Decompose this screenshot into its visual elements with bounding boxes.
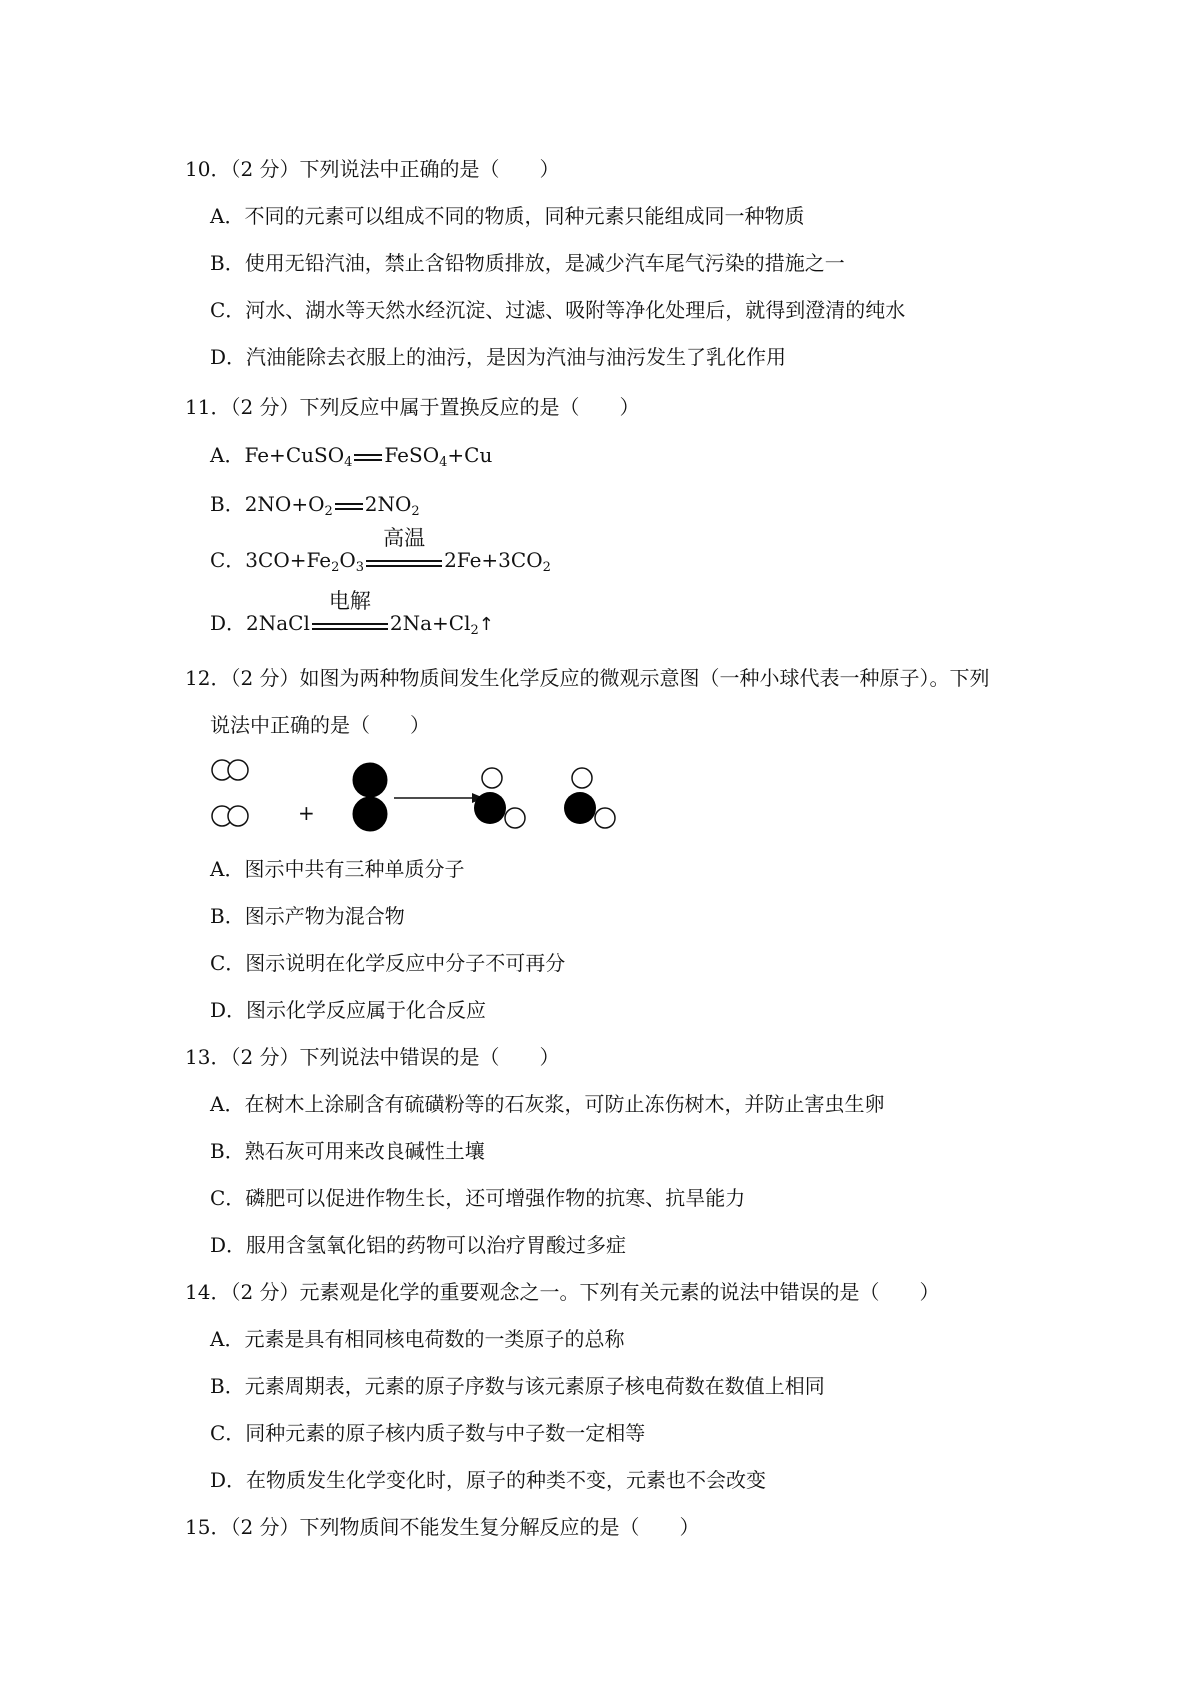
question-13-option-b[interactable]: B．熟石灰可用来改良碱性土壤 bbox=[210, 1139, 485, 1163]
equals-sign bbox=[352, 441, 384, 469]
question-10-stem: 10．（2 分）下列说法中正确的是（ ） bbox=[185, 157, 560, 181]
question-15-stem: 15．（2 分）下列物质间不能发生复分解反应的是（ ） bbox=[185, 1515, 700, 1539]
question-12-option-c[interactable]: C．图示说明在化学反应中分子不可再分 bbox=[210, 951, 566, 975]
product-molecule bbox=[564, 768, 615, 828]
plus-sign: + bbox=[298, 801, 315, 825]
question-12-option-b[interactable]: B．图示产物为混合物 bbox=[210, 904, 405, 928]
product-molecule bbox=[474, 768, 525, 828]
question-11-option-c[interactable]: C．$3CO+Fe_2O_3$ 高温 $2Fe+3CO_2$ bbox=[210, 526, 551, 575]
question-10-option-a[interactable]: A．不同的元素可以组成不同的物质，同种元素只能组成同一种物质 bbox=[210, 204, 805, 228]
reaction-arrow bbox=[394, 793, 484, 803]
question-12-option-d[interactable]: D．图示化学反应属于化合反应 bbox=[210, 998, 487, 1022]
question-14-option-a[interactable]: A．元素是具有相同核电荷数的一类原子的总称 bbox=[210, 1327, 625, 1351]
question-14-option-d[interactable]: D．在物质发生化学变化时，原子的种类不变，元素也不会改变 bbox=[210, 1468, 767, 1492]
question-11-option-d[interactable]: D．2NaCl 电解 $2Na+Cl_2↑$ bbox=[210, 589, 494, 638]
equals-sign bbox=[333, 490, 365, 518]
question-14-option-b[interactable]: B．元素周期表，元素的原子序数与该元素原子核电荷数在数值上相同 bbox=[210, 1374, 825, 1398]
question-11-option-a[interactable]: A．Fe+CuSO$_4$ FeSO$_4$+Cu bbox=[210, 443, 493, 470]
question-11-stem: 11．（2 分）下列反应中属于置换反应的是（ ） bbox=[185, 395, 640, 419]
question-10-option-b[interactable]: B．使用无铅汽油，禁止含铅物质排放，是减少汽车尾气污染的措施之一 bbox=[210, 251, 845, 275]
reaction-condition-label: 高温 bbox=[383, 526, 426, 550]
question-13-option-a[interactable]: A．在树木上涂刷含有硫磺粉等的石灰浆，可防止冻伤树木，并防止害虫生卵 bbox=[210, 1092, 885, 1116]
question-13-stem: 13．（2 分）下列说法中错误的是（ ） bbox=[185, 1045, 560, 1069]
reactant-white-molecule bbox=[212, 760, 248, 780]
question-12-option-a[interactable]: A．图示中共有三种单质分子 bbox=[210, 857, 465, 881]
reactant-black-molecule bbox=[353, 763, 387, 831]
question-11-option-b[interactable]: B．$2NO+O_2$ $2NO_2$ bbox=[210, 492, 420, 519]
reaction-condition-label: 电解 bbox=[328, 589, 371, 613]
reaction-condition-equals bbox=[364, 526, 444, 574]
question-10-option-d[interactable]: D．汽油能除去衣服上的油污，是因为汽油与油污发生了乳化作用 bbox=[210, 345, 787, 369]
reaction-condition-equals bbox=[310, 589, 390, 637]
question-10-option-c[interactable]: C．河水、湖水等天然水经沉淀、过滤、吸附等净化处理后，就得到澄清的纯水 bbox=[210, 298, 906, 322]
question-12-stem-continued: 说法中正确的是（ ） bbox=[210, 713, 430, 737]
question-12-stem: 12．（2 分）如图为两种物质间发生化学反应的微观示意图（一种小球代表一种原子）。下列 bbox=[185, 666, 990, 690]
reactant-white-molecule bbox=[212, 806, 248, 826]
question-14-option-c[interactable]: C．同种元素的原子核内质子数与中子数一定相等 bbox=[210, 1421, 646, 1445]
question-13-option-d[interactable]: D．服用含氢氧化铝的药物可以治疗胃酸过多症 bbox=[210, 1233, 627, 1257]
question-14-stem: 14．（2 分）元素观是化学的重要观念之一。下列有关元素的说法中错误的是（ ） bbox=[185, 1280, 940, 1304]
question-13-option-c[interactable]: C．磷肥可以促进作物生长，还可增强作物的抗寒、抗旱能力 bbox=[210, 1186, 746, 1210]
molecular-reaction-diagram bbox=[208, 752, 628, 838]
gas-arrow-up-icon: ↑ bbox=[478, 614, 494, 635]
